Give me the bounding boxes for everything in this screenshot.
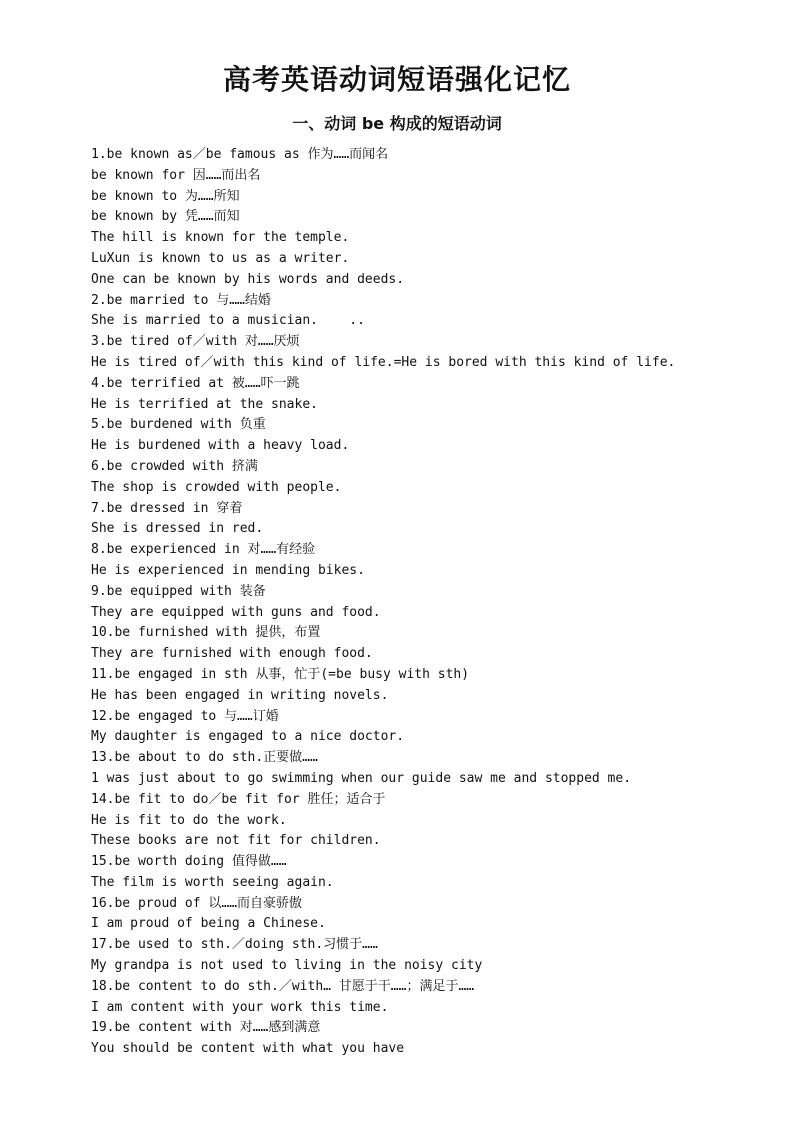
text-line: These books are not fit for children. xyxy=(91,833,381,849)
text-line: 17.be used to sth.／doing sth.习惯于…… xyxy=(91,937,378,953)
text-line: 6.be crowded with 挤满 xyxy=(91,458,258,474)
text-line: She is dressed in red. xyxy=(91,521,264,537)
text-line: 10.be furnished with 提供，布置 xyxy=(91,625,321,641)
text-line: 1.be known as／be famous as 作为……而闻名 xyxy=(91,147,389,162)
text-line: You should be content with what you have xyxy=(91,1041,405,1057)
section-heading: 一、动词 be 构成的短语动词 xyxy=(292,114,502,133)
text-line: I am content with your work this time. xyxy=(91,999,389,1015)
text-line: The hill is known for the temple. xyxy=(91,230,350,246)
text-line: 13.be about to do sth.正要做…… xyxy=(91,750,318,766)
text-line: be known to 为……所知 xyxy=(91,188,240,204)
text-line: My grandpa is not used to living in the noisy city xyxy=(91,958,483,974)
text-line: He is terrified at the snake. xyxy=(91,396,318,412)
text-line: LuXun is known to us as a writer. xyxy=(91,250,350,266)
text-line: The film is worth seeing again. xyxy=(91,874,334,890)
text-line: My daughter is engaged to a nice doctor. xyxy=(91,729,405,745)
page-title: 高考英语动词短语强化记忆 xyxy=(222,63,571,96)
text-line: They are furnished with enough food. xyxy=(91,646,373,662)
text-line: 18.be content to do sth.／with… 甘愿于干……；满足于…… xyxy=(91,978,475,994)
text-line: 15.be worth doing 值得做…… xyxy=(91,854,287,870)
text-line: He is burdened with a heavy load. xyxy=(91,438,350,454)
text-line: 7.be dressed in 穿着 xyxy=(91,500,243,516)
text-line: I am proud of being a Chinese. xyxy=(91,916,326,932)
text-line: 9.be equipped with 装备 xyxy=(91,583,266,599)
text-line: 8.be experienced in 对……有经验 xyxy=(91,542,316,558)
text-line: 3.be tired of／with 对……厌烦 xyxy=(91,334,300,350)
text-line: 16.be proud of 以……而自豪骄傲 xyxy=(91,895,303,911)
text-line: One can be known by his words and deeds. xyxy=(91,271,405,287)
text-line: 2.be married to 与……结婚 xyxy=(91,292,271,308)
text-line: He is fit to do the work. xyxy=(91,812,287,828)
text-line: They are equipped with guns and food. xyxy=(91,604,381,620)
text-line: He is tired of／with this kind of life.=He is bored with this kind of life. xyxy=(91,354,676,370)
text-line: He is experienced in mending bikes. xyxy=(91,562,365,578)
text-line: be known by 凭……而知 xyxy=(91,209,240,225)
text-line: be known for 因……而出名 xyxy=(91,167,261,183)
text-line: The shop is crowded with people. xyxy=(91,479,342,495)
text-line: She is married to a musician. .. xyxy=(91,313,365,329)
text-line: 12.be engaged to 与……订婚 xyxy=(91,708,279,724)
text-line: 11.be engaged in sth 从事，忙于(=be busy with sth) xyxy=(91,666,470,682)
text-line: 19.be content with 对……感到满意 xyxy=(91,1020,321,1036)
text-line: 1 was just about to go swimming when our guide saw me and stopped me. xyxy=(91,770,632,786)
text-line: 4.be terrified at 被……吓一跳 xyxy=(91,375,300,391)
text-line: He has been engaged in writing novels. xyxy=(91,687,389,703)
phrase-list xyxy=(91,145,771,1060)
text-line: 14.be fit to do／be fit for 胜任；适合于 xyxy=(91,791,386,807)
text-line: 5.be burdened with 负重 xyxy=(91,417,266,433)
